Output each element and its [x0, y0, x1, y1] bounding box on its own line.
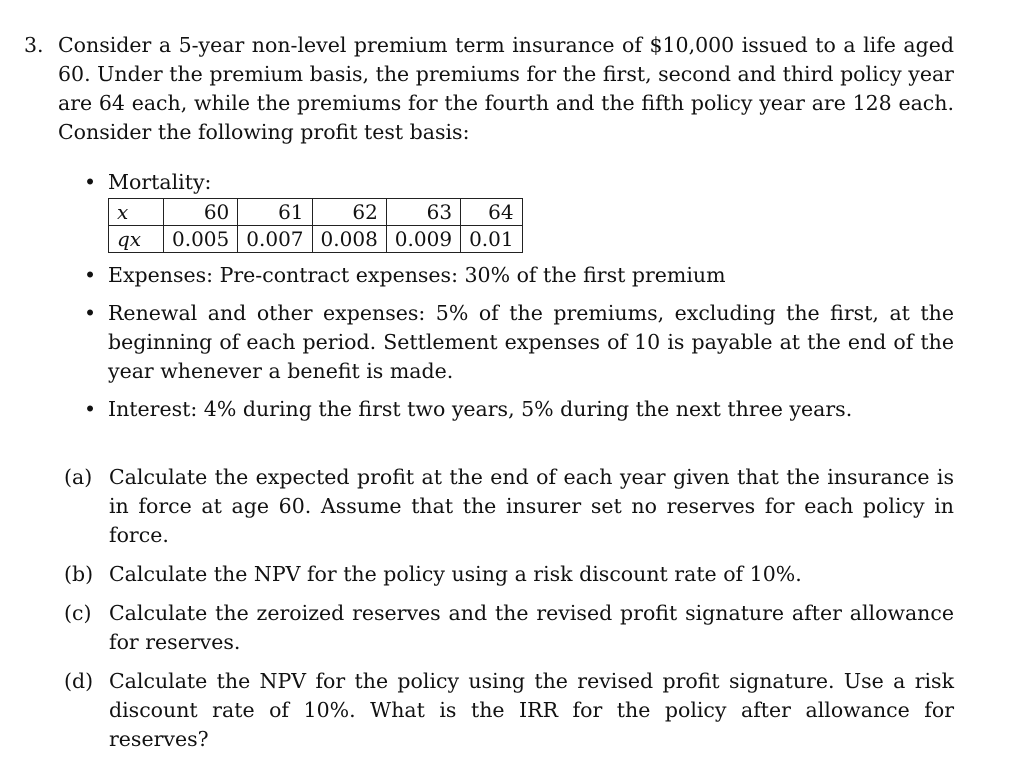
- mortality-row-age: [109, 199, 523, 226]
- bullet-dot-icon: •: [84, 263, 97, 287]
- mortality-table: [108, 198, 523, 253]
- age-row-label: x: [109, 199, 164, 226]
- q-cell: 0.007: [238, 226, 312, 253]
- q-cell: 0.01: [461, 226, 523, 253]
- part-c: [64, 599, 954, 657]
- bullet-expenses: [84, 261, 954, 290]
- part-a: [64, 463, 954, 550]
- part-label: (b): [64, 562, 94, 586]
- bullet-mortality: [84, 168, 954, 253]
- question-parts: [64, 463, 954, 754]
- q-row-label: qx: [109, 226, 164, 253]
- bullet-dot-icon: •: [84, 170, 97, 194]
- q-cell: 0.009: [386, 226, 460, 253]
- age-cell: 60: [164, 199, 238, 226]
- age-cell: 62: [312, 199, 386, 226]
- part-text: Calculate the zeroized reserves and the revised profit signature after allowance for reserves.: [109, 601, 954, 654]
- problem-3: [24, 31, 954, 147]
- bullet-dot-icon: •: [84, 397, 97, 421]
- part-text: Calculate the expected profit at the end of each year given that the insurance is in force at age 60. Assume that the insurer set no reserves for each policy in force.: [109, 465, 954, 547]
- age-cell: 63: [386, 199, 460, 226]
- bullet-interest: [84, 395, 954, 424]
- mortality-row-q: [109, 226, 523, 253]
- part-d: [64, 667, 954, 754]
- age-cell: 64: [461, 199, 523, 226]
- interest-text: Interest: 4% during the first two years, 5% during the next three years.: [108, 397, 853, 421]
- bullet-dot-icon: •: [84, 301, 97, 325]
- q-cell: 0.008: [312, 226, 386, 253]
- part-label: (a): [64, 465, 93, 489]
- problem-intro: Consider a 5-year non-level premium term insurance of $10,000 issued to a life aged 60. Under the premium basis, the premiums for the first, second and third policy year are 64 each, while the premiums for the fourth and the fifth policy year are 128 each. Consider the following profit test basis:: [58, 33, 954, 144]
- renewal-text: Renewal and other expenses: 5% of the premiums, excluding the first, at the beginning of each period. Settlement expenses of 10 is payable at the end of the year whenever a benefit is made.: [108, 301, 954, 383]
- mortality-label: Mortality:: [108, 170, 212, 194]
- q-cell: 0.005: [164, 226, 238, 253]
- bullet-renewal: [84, 299, 954, 386]
- part-label: (c): [64, 601, 92, 625]
- profit-test-basis-list: [84, 168, 954, 424]
- expenses-text: Expenses: Pre-contract expenses: 30% of the first premium: [108, 263, 726, 287]
- problem-number: 3.: [24, 33, 44, 57]
- age-cell: 61: [238, 199, 312, 226]
- part-text: Calculate the NPV for the policy using a risk discount rate of 10%.: [109, 562, 802, 586]
- part-text: Calculate the NPV for the policy using the revised profit signature. Use a risk discount rate of 10%. What is the IRR for the policy after allowance for reserves?: [109, 669, 954, 751]
- part-b: [64, 560, 954, 589]
- part-label: (d): [64, 669, 94, 693]
